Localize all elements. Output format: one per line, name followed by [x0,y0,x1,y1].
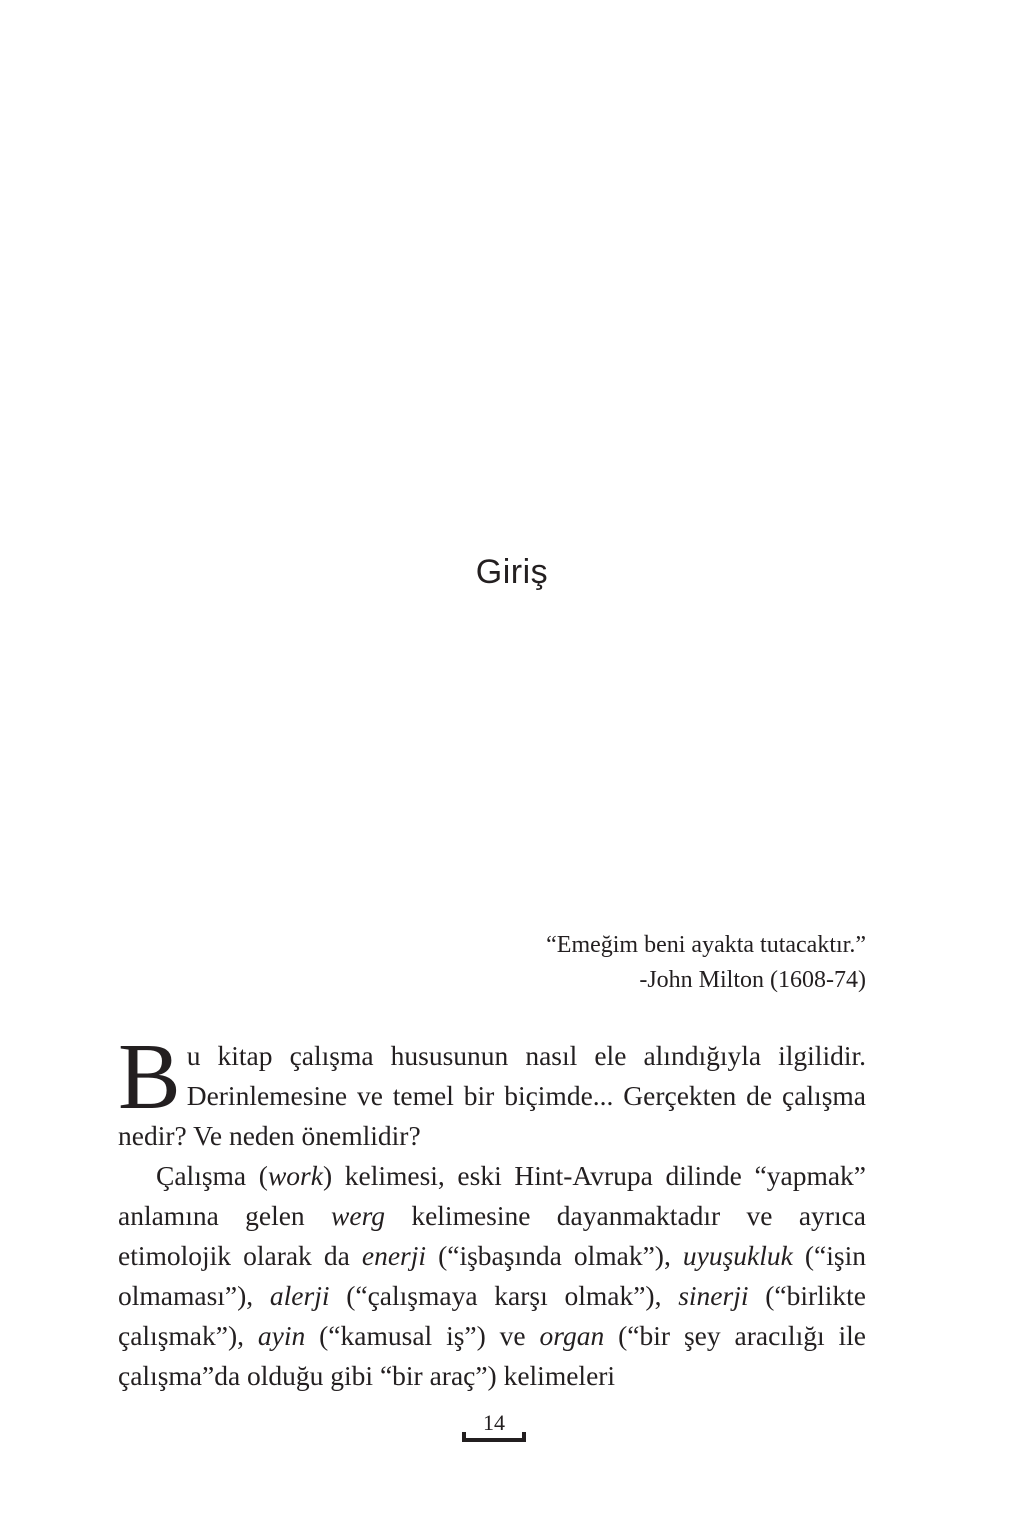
chapter-title: Giriş [475,552,549,591]
paragraph-intro-text: u kitap çalışma hususunun nasıl ele alındığıyla ilgilidir. Derinlemesine ve temel bir biçimde... Gerçekten de çalışma nedir? Ve neden önemlidir? [118,1040,866,1151]
text-run: (“işin olmaması”), [118,1240,866,1311]
italic-term: ayin [257,1320,306,1351]
page-footer [462,1410,526,1448]
text-run: (“kamusal iş”) ve [305,1320,540,1351]
epigraph-attribution: -John Milton (1608-74) [639,967,866,993]
body-text [118,1025,866,1396]
epigraph-quote: “Emeğim beni ayakta tutacaktır.” [546,932,866,958]
text-run: kelimesine dayanmaktadır ve ayrıca etimolojik olarak da [118,1200,866,1271]
text-run: ) kelimesi, eski Hint-Avrupa dilinde “yapmak” anlamına gelen [118,1160,866,1231]
page-number: 14 [483,1410,505,1435]
text-run: (“birlikte çalışmak”), [118,1280,866,1351]
text-run: (“bir şey aracılığı ile çalışma”da olduğu gibi “bir araç”) kelimeleri [118,1320,866,1391]
paragraph-intro [118,1025,866,1156]
italic-term: uyuşukluk [682,1240,793,1271]
epigraph [400,928,866,998]
italic-term: work [267,1160,323,1191]
italic-term: sinerji [678,1280,749,1311]
text-run: (“çalışmaya karşı olmak”), [329,1280,679,1311]
page-number-rule [462,1438,526,1442]
italic-term: organ [539,1320,605,1351]
drop-cap: B [118,1025,181,1129]
paragraph-etymology [118,1156,866,1396]
text-run: (“işbaşında olmak”), [426,1240,683,1271]
italic-term: alerji [269,1280,330,1311]
italic-term: werg [331,1200,385,1231]
text-run: Çalışma ( [156,1160,268,1191]
italic-term: enerji [361,1240,427,1271]
